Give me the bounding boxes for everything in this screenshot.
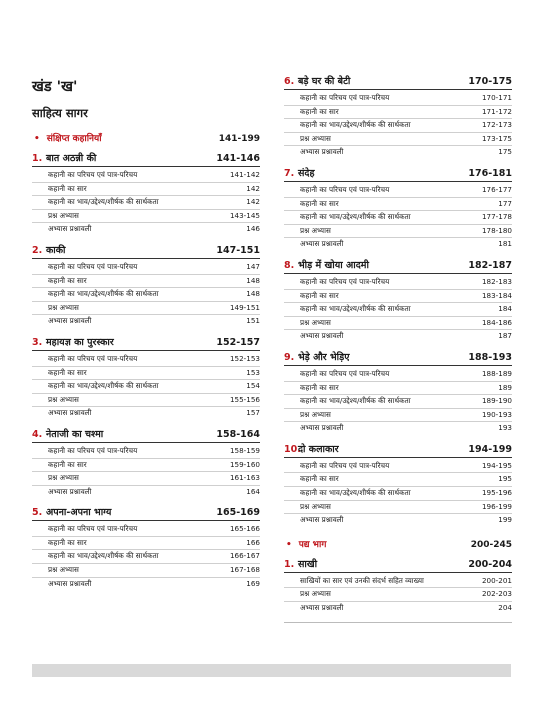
toc-entry [32,380,260,394]
entry-pages: 149-151 [229,302,260,312]
toc-entry [284,146,512,159]
section-heading-label [32,131,102,144]
entry-text: कहानी का परिचय एवं पात्र-परिचय [300,93,390,102]
chapter-pages: 188-193 [468,351,512,363]
entry-pages: 142 [246,197,260,207]
entry-text: कहानी का भाव/उद्देश्य/शीर्षक की सार्थकता [300,212,411,222]
chapter-block [284,350,512,435]
chapter-pages: 176-181 [468,167,512,179]
chapter-block [32,151,260,236]
entry-text: साखियों का सार एवं उनकी संदर्भ सहित व्याख्या [300,575,424,585]
entry-text: अभ्यास प्रश्नावली [48,316,92,326]
chapter-heading-label [284,350,349,363]
entry-pages: 177 [498,198,512,208]
toc-entry [284,211,512,225]
chapter-block [32,335,260,420]
entry-pages: 194-195 [481,460,512,470]
entry-pages: 193 [498,423,512,433]
entry-text: अभ्यास प्रश्नावली [300,147,344,157]
chapter-number: 2. [32,244,43,256]
entry-pages: 143-145 [229,210,260,220]
entry-text: प्रश्न अभ्यास [300,589,331,599]
entry-text: कहानी का भाव/उद्देश्य/शीर्षक की सार्थकता [300,304,411,314]
chapter-number: 6. [284,76,295,87]
toc-entry [32,223,260,236]
entry-text: कहानी का भाव/उद्देश्य/शीर्षक की सार्थकता [300,396,411,406]
entry-pages: 188-189 [481,368,512,378]
toc-entry [284,303,512,317]
toc-entry [284,382,512,396]
entry-text: कहानी का भाव/उद्देश्य/शीर्षक की सार्थकता [300,120,411,130]
entry-text: कहानी का परिचय एवं पात्र-परिचय [48,353,138,363]
entry-text: कहानी का सार [300,198,339,208]
entry-text: कहानी का भाव/उद्देश्य/शीर्षक की सार्थकता [48,197,159,207]
entry-pages: 172-173 [481,120,512,130]
toc-entry [284,133,512,147]
toc-entry [284,92,512,106]
chapter-heading-label [284,166,315,179]
entry-pages: 167-168 [229,565,260,575]
entry-text: कहानी का सार [300,382,339,392]
entry-text: कहानी का परिचय एवं पात्र-परिचय [48,524,138,534]
chapter-list [284,74,512,527]
entry-text: प्रश्न अभ्यास [48,473,79,483]
entry-pages: 153 [246,367,260,377]
chapter-heading [284,557,512,573]
toc-entry [284,317,512,331]
entry-text: कहानी का परिचय एवं पात्र-परिचय [48,445,138,455]
entry-pages: 178-180 [481,225,512,235]
toc-entry [284,184,512,198]
entry-pages: 151 [246,316,260,326]
chapter-heading-label [32,505,111,518]
chapter-heading-label [284,557,317,570]
chapter-number: 7. [284,167,295,179]
toc-entry [32,315,260,328]
toc-entry [32,210,260,224]
entry-pages: 177-178 [481,212,512,222]
chapter-heading [32,151,260,167]
entry-text: कहानी का सार [48,537,87,547]
entry-text: अभ्यास प्रश्नावली [300,239,344,249]
toc-entry [32,275,260,289]
entry-text: प्रश्न अभ्यास [300,409,331,419]
section-title: पद्य भाग [298,539,327,550]
toc-entry [284,238,512,251]
entry-pages: 175 [498,147,512,157]
chapter-number: 8. [284,259,295,271]
chapter-number: 3. [32,336,43,348]
entry-pages: 190-193 [481,409,512,419]
chapter-block [284,258,512,343]
entry-text: कहानी का सार [48,367,87,377]
toc-entry [284,575,512,589]
entry-text: प्रश्न अभ्यास [48,210,79,220]
chapter-title: भीड़ में खोया आदमी [298,259,369,271]
entry-pages: 147 [246,261,260,271]
divider [284,622,512,623]
entry-pages: 169 [246,578,260,588]
toc-entry [32,537,260,551]
chapter-title: दो कलाकार [298,443,339,455]
chapter-pages: 194-199 [468,443,512,455]
entry-pages: 199 [498,515,512,525]
entry-pages: 176-177 [481,184,512,194]
toc-entry [32,367,260,381]
chapter-heading-label [284,258,369,271]
toc-entry [32,261,260,275]
entry-text: अभ्यास प्रश्नावली [48,408,92,418]
chapter-block [32,505,260,590]
entry-pages: 183-184 [481,290,512,300]
toc-entry [32,407,260,420]
toc-entry [284,473,512,487]
toc-entry [32,169,260,183]
entry-text: कहानी का सार [48,275,87,285]
section-pages: 200-245 [470,539,512,550]
toc-entry [284,602,512,615]
entry-text: कहानी का भाव/उद्देश्य/शीर्षक की सार्थकता [48,551,159,561]
section-heading [32,131,260,144]
entry-text: अभ्यास प्रश्नावली [300,515,344,525]
chapter-title: बड़े घर की बेटी [298,76,351,87]
toc-entry [284,276,512,290]
chapter-title: साखी [298,558,318,570]
entry-pages: 181 [498,239,512,249]
toc-entry [284,514,512,527]
entry-text: कहानी का सार [48,459,87,469]
bullet-icon: • [286,539,292,550]
chapter-heading [284,258,512,274]
toc-entry [32,353,260,367]
toc-entry [32,196,260,210]
chapter-pages: 170-175 [468,76,512,87]
chapter-pages: 182-187 [468,259,512,271]
toc-entry [32,523,260,537]
entry-text: कहानी का परिचय एवं पात्र-परिचय [300,276,390,286]
chapter-pages: 147-151 [216,244,260,256]
entry-text: अभ्यास प्रश्नावली [300,603,344,613]
toc-entry [32,183,260,197]
entry-text: कहानी का सार [300,106,339,116]
chapter-title: भेड़े और भेड़िए [298,351,350,363]
chapter-number: 9. [284,351,295,363]
entry-pages: 187 [498,331,512,341]
entry-pages: 189 [498,382,512,392]
entry-pages: 159-160 [229,459,260,469]
toc-entry [284,106,512,120]
entry-text: अभ्यास प्रश्नावली [300,331,344,341]
entry-text: प्रश्न अभ्यास [300,501,331,511]
chapter-number: 4. [32,428,43,440]
chapter-block [284,442,512,527]
entry-text: अभ्यास प्रश्नावली [48,578,92,588]
bullet-icon: • [34,134,40,144]
part-title: खंड 'ख' [32,79,78,95]
entry-text: कहानी का परिचय एवं पात्र-परिचय [300,460,390,470]
entry-text: कहानी का परिचय एवं पात्र-परिचय [48,170,138,179]
entry-text: अभ्यास प्रश्नावली [48,224,92,234]
entry-pages: 204 [498,603,512,613]
entry-pages: 158-159 [229,445,260,455]
entry-pages: 171-172 [481,106,512,116]
entry-text: कहानी का परिचय एवं पात्र-परिचय [300,184,390,194]
chapter-pages: 141-146 [216,153,260,164]
toc-entry [32,459,260,473]
entry-pages: 155-156 [229,394,260,404]
entry-pages: 148 [246,289,260,299]
entry-text: कहानी का सार [300,290,339,300]
entry-pages: 152-153 [229,353,260,363]
chapter-number: 5. [32,507,43,519]
chapter-list [284,557,512,615]
entry-text: प्रश्न अभ्यास [48,394,79,404]
toc-entry [284,330,512,343]
entry-pages: 165-166 [229,524,260,534]
toc-entry [284,409,512,423]
toc-entry [32,394,260,408]
toc-entry [284,487,512,501]
section-heading [284,537,512,550]
section-title: संक्षिप्त कहानियाँ [46,134,102,144]
toc-entry [284,395,512,409]
left-column [32,72,260,597]
toc-entry [284,460,512,474]
chapter-heading-label [32,151,96,164]
entry-pages: 166 [246,537,260,547]
toc-entry [32,550,260,564]
chapter-pages: 200-204 [468,558,512,570]
entry-pages: 161-163 [229,473,260,483]
entry-pages: 166-167 [229,551,260,561]
entry-text: कहानी का परिचय एवं पात्र-परिचय [48,261,138,271]
chapter-title: अपना-अपना भाग्य [46,507,112,519]
entry-pages: 141-142 [229,170,260,179]
chapter-list [32,151,260,590]
chapter-heading-label [32,243,66,256]
chapter-number: 1. [284,558,295,570]
chapter-heading [32,505,260,521]
entry-pages: 184 [498,304,512,314]
entry-text: कहानी का सार [48,183,87,193]
chapter-block [284,74,512,159]
entry-pages: 195-196 [481,488,512,498]
entry-pages: 148 [246,275,260,285]
chapter-heading-label [284,74,350,87]
toc-entry [32,486,260,499]
toc-entry [32,288,260,302]
entry-text: प्रश्न अभ्यास [300,317,331,327]
entry-pages: 164 [246,486,260,496]
entry-pages: 184-186 [481,317,512,327]
chapter-heading [32,335,260,351]
toc-entry [32,302,260,316]
entry-text: अभ्यास प्रश्नावली [48,486,92,496]
toc-entry [284,198,512,212]
entry-text: प्रश्न अभ्यास [300,133,331,143]
chapter-block [32,243,260,328]
chapter-title: बात अठन्नी की [46,153,97,164]
chapter-title: नेताजी का चश्मा [46,428,104,440]
chapter-number: 1. [32,153,43,164]
entry-pages: 173-175 [481,133,512,143]
right-column [284,74,512,623]
chapter-pages: 165-169 [216,507,260,519]
chapter-heading [284,166,512,182]
section-heading-label [284,537,326,550]
entry-pages: 142 [246,183,260,193]
entry-text: कहानी का भाव/उद्देश्य/शीर्षक की सार्थकता [48,289,159,299]
chapter-pages: 152-157 [216,336,260,348]
book-title: साहित्य सागर [32,106,88,120]
chapter-title: संदेह [298,167,315,179]
entry-text: कहानी का भाव/उद्देश्य/शीर्षक की सार्थकता [300,488,411,498]
chapter-heading-label [32,427,103,440]
entry-pages: 195 [498,474,512,484]
chapter-heading [32,427,260,443]
entry-pages: 170-171 [481,93,512,102]
section-pages: 141-199 [218,134,260,144]
entry-pages: 157 [246,408,260,418]
entry-text: प्रश्न अभ्यास [300,225,331,235]
entry-pages: 182-183 [481,276,512,286]
chapter-title: महायज्ञ का पुरस्कार [46,336,114,348]
toc-entry [32,578,260,591]
footer-bar [32,664,511,677]
entry-text: कहानी का परिचय एवं पात्र-परिचय [300,368,390,378]
toc-entry [32,445,260,459]
chapter-heading [284,350,512,366]
toc-entry [284,119,512,133]
chapter-number: 10. [284,443,301,455]
entry-pages: 196-199 [481,501,512,511]
chapter-block [284,166,512,251]
chapter-block [32,427,260,498]
chapter-pages: 158-164 [216,428,260,440]
entry-pages: 200-201 [481,575,512,585]
toc-entry [284,422,512,435]
entry-pages: 202-203 [481,589,512,599]
toc-entry [284,368,512,382]
entry-pages: 189-190 [481,396,512,406]
toc-entry [284,290,512,304]
chapter-heading [284,74,512,90]
entry-pages: 154 [246,381,260,391]
chapter-heading-label [284,442,339,455]
chapter-heading [32,243,260,259]
toc-entry [32,564,260,578]
entry-text: अभ्यास प्रश्नावली [300,423,344,433]
chapter-heading [284,442,512,458]
toc-entry [284,588,512,602]
toc-entry [284,501,512,515]
toc-entry [284,225,512,239]
entry-text: प्रश्न अभ्यास [48,565,79,575]
entry-text: कहानी का भाव/उद्देश्य/शीर्षक की सार्थकता [48,381,159,391]
entry-pages: 146 [246,224,260,234]
toc-entry [32,472,260,486]
chapter-heading-label [32,335,114,348]
entry-text: प्रश्न अभ्यास [48,302,79,312]
entry-text: कहानी का सार [300,474,339,484]
chapter-title: काकी [46,244,66,256]
chapter-block [284,557,512,615]
